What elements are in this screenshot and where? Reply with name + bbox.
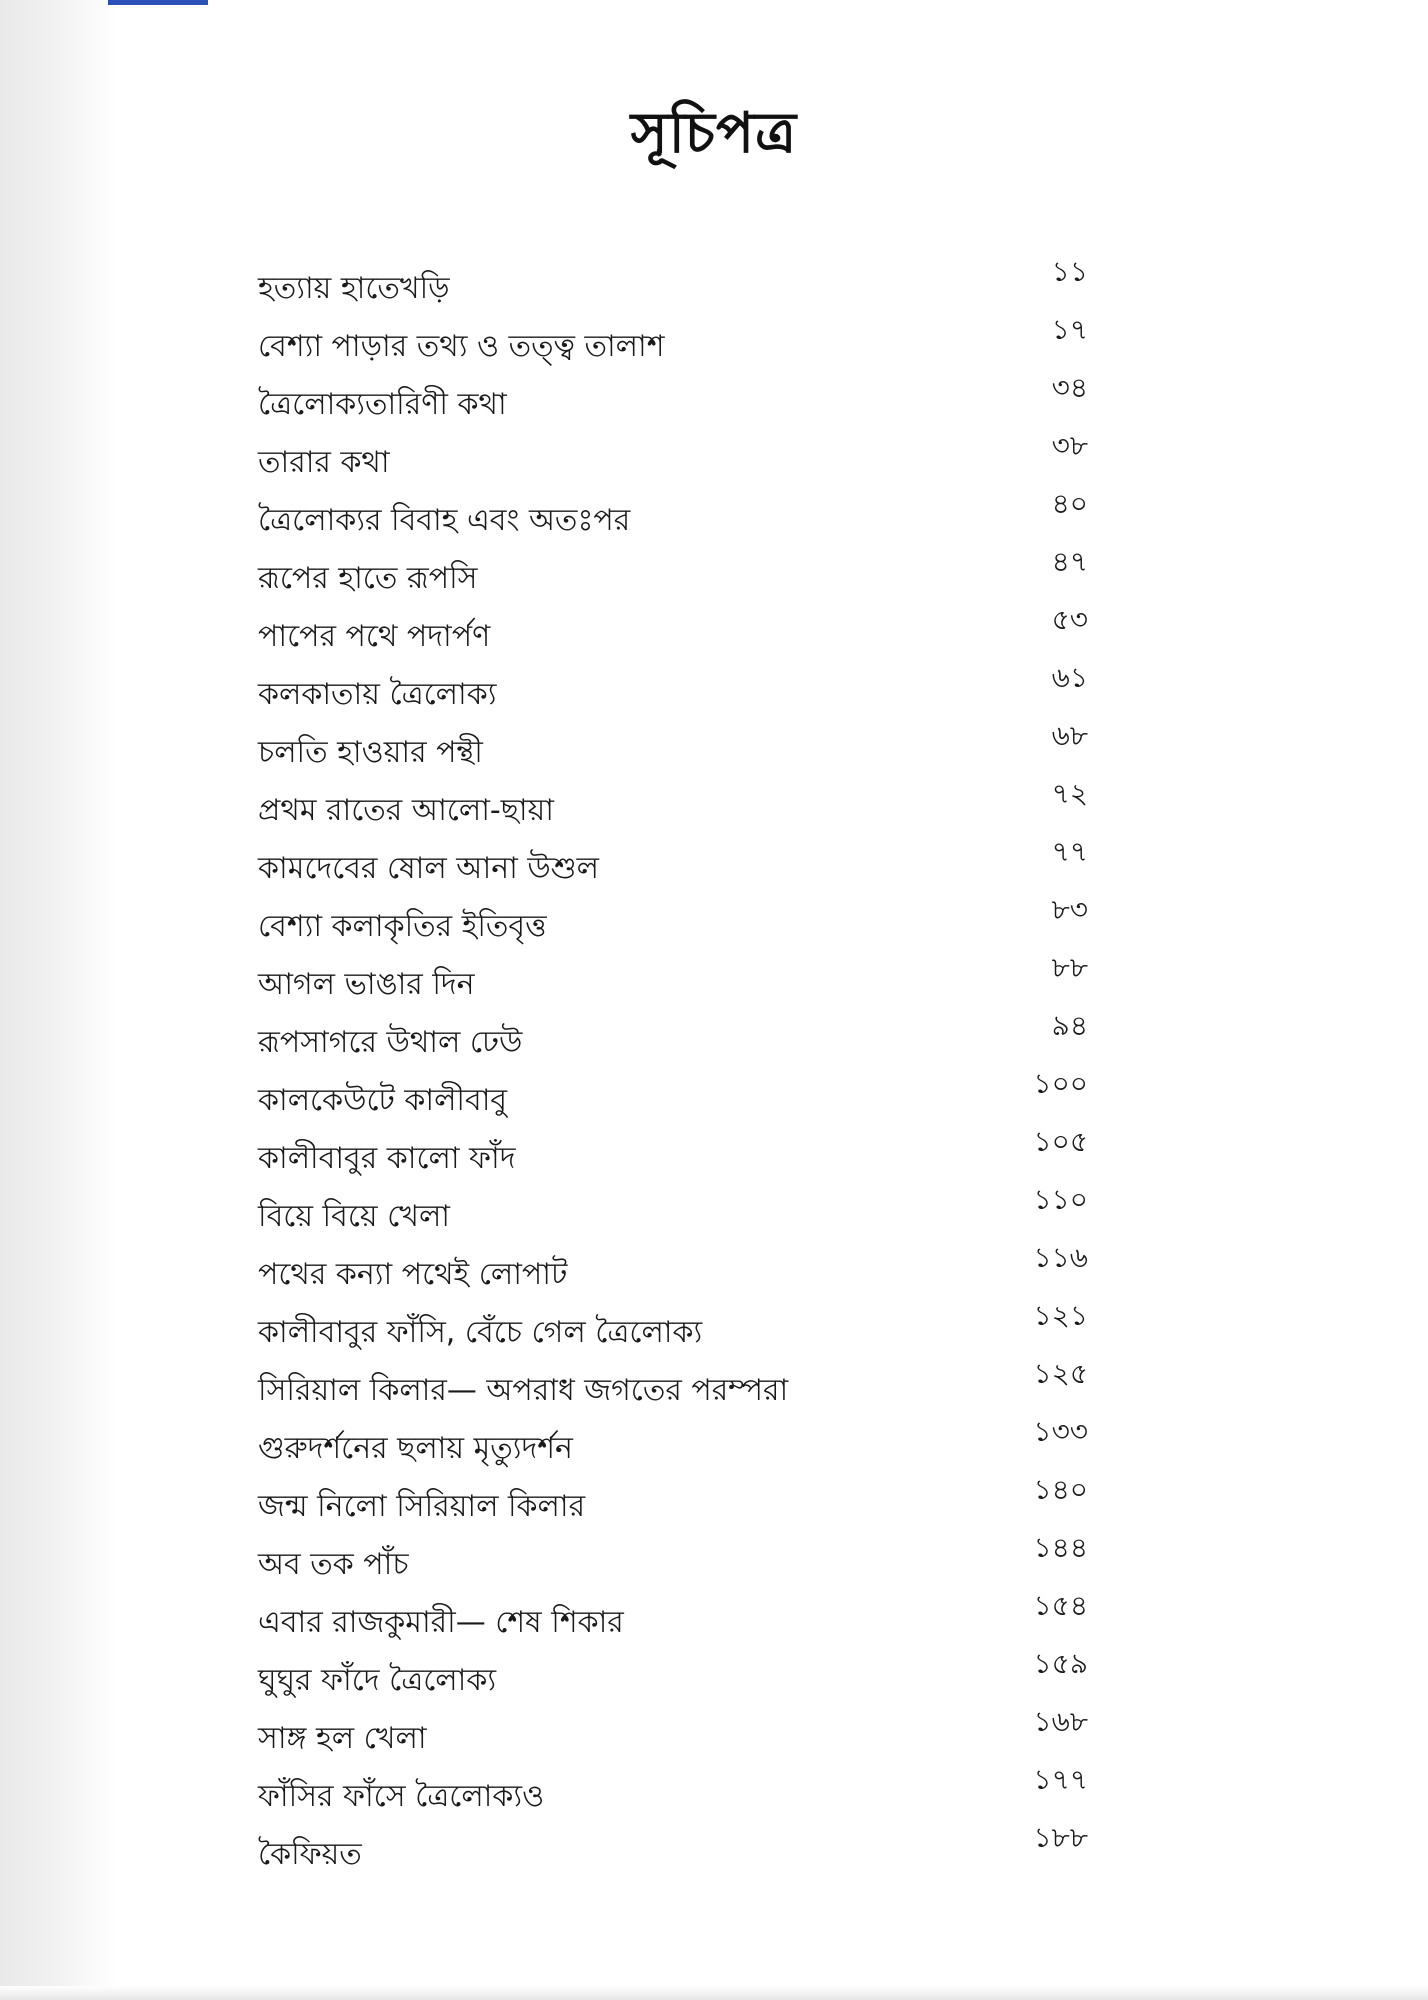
toc-entry-page-number: ১২১: [1033, 1299, 1088, 1332]
toc-entry-page-number: ১৭: [1051, 313, 1088, 346]
toc-entry: [258, 1816, 1088, 1874]
toc-entry: [258, 1642, 1088, 1700]
toc-entry-page-number: ১৪৪: [1033, 1531, 1088, 1564]
toc-entry-page-number: ৪০: [1051, 487, 1088, 520]
toc-entry-page-number: ১১: [1051, 255, 1088, 288]
toc-entry-title: জন্ম নিলো সিরিয়াল কিলার: [258, 1489, 586, 1524]
toc-entry: [258, 598, 1088, 656]
toc-entry-title: কামদেবের ষোল আনা উশুল: [258, 851, 599, 886]
scan-edge-mark: [108, 0, 208, 5]
toc-entry: [258, 1758, 1088, 1816]
page-title: সূচিপত্র: [630, 101, 798, 166]
toc-entry-title: ফাঁসির ফাঁসে ত্রৈলোক্যও: [258, 1779, 545, 1814]
toc-entry: [258, 772, 1088, 830]
toc-entry: [258, 714, 1088, 772]
toc-entry-page-number: ১০০: [1033, 1067, 1088, 1100]
toc-entry-title: ঘুঘুর ফাঁদে ত্রৈলোক্য: [258, 1663, 497, 1698]
toc-entry-title: কলকাতায় ত্রৈলোক্য: [258, 677, 497, 712]
toc-entry-title: অব তক পাঁচ: [258, 1547, 409, 1582]
toc-entry-title: তারার কথা: [258, 445, 390, 480]
toc-entry-page-number: ১৩৩: [1033, 1415, 1088, 1448]
toc-entry-title: পথের কন্যা পথেই লোপাট: [258, 1257, 568, 1292]
toc-entry-page-number: ১৮৮: [1033, 1821, 1088, 1854]
toc-entry: [258, 1236, 1088, 1294]
toc-entry: [258, 830, 1088, 888]
toc-entry-title: হত্যায় হাতেখড়ি: [258, 271, 450, 306]
toc-entry-title: আগল ভাঙার দিন: [258, 967, 475, 1002]
toc-entry-page-number: ১৫৯: [1033, 1647, 1088, 1680]
toc-entry-page-number: ৮৩: [1051, 893, 1088, 926]
toc-entry-title: কৈফিয়ত: [258, 1837, 362, 1872]
toc-entry: [258, 888, 1088, 946]
toc-entry: [258, 1352, 1088, 1410]
toc-entry-page-number: ১০৫: [1033, 1125, 1088, 1158]
toc-entry-title: বেশ্যা কলাকৃতির ইতিবৃত্ত: [258, 909, 547, 944]
toc-entry-title: পাপের পথে পদার্পণ: [258, 619, 491, 654]
toc-entry-title: গুরুদর্শনের ছলায় মৃত্যুদর্শন: [258, 1431, 573, 1466]
toc-entry-title: সাঙ্গ হল খেলা: [258, 1721, 427, 1756]
toc-entry: [258, 1468, 1088, 1526]
toc-entry-title: সিরিয়াল কিলার— অপরাধ জগতের পরম্পরা: [258, 1373, 789, 1408]
toc-entry: [258, 1294, 1088, 1352]
toc-entry-page-number: ৬১: [1051, 661, 1088, 694]
toc-entry: [258, 946, 1088, 1004]
toc-entry: [258, 308, 1088, 366]
toc-entry-page-number: ১১৬: [1033, 1241, 1088, 1274]
toc-entry: [258, 1410, 1088, 1468]
toc-entry-title: রূপের হাতে রূপসি: [258, 561, 478, 596]
toc-entry-title: বেশ্যা পাড়ার তথ্য ও তত্ত্ব তালাশ: [258, 329, 665, 364]
toc-entry: [258, 1584, 1088, 1642]
toc-entry: [258, 1178, 1088, 1236]
toc-entry-page-number: ১৭৭: [1033, 1763, 1088, 1796]
toc-entry-page-number: ৭৭: [1051, 835, 1088, 868]
toc-entry-title: কালীবাবুর ফাঁসি, বেঁচে গেল ত্রৈলোক্য: [258, 1315, 703, 1350]
toc-entry: [258, 1700, 1088, 1758]
toc-entry: [258, 1526, 1088, 1584]
toc-entry-title: ত্রৈলোক্যতারিণী কথা: [258, 387, 507, 422]
toc-entry: [258, 482, 1088, 540]
toc-entry-page-number: ১৬৮: [1033, 1705, 1088, 1738]
toc-entry-page-number: ৯৪: [1051, 1009, 1088, 1042]
toc-entry: [258, 424, 1088, 482]
toc-entry-title: ত্রৈলোক্যর বিবাহ এবং অতঃপর: [258, 503, 631, 538]
page-gutter-shadow: [0, 0, 118, 2000]
toc-entry-title: চলতি হাওয়ার পন্থী: [258, 735, 483, 770]
toc-entry-page-number: ৮৮: [1051, 951, 1088, 984]
toc-entry: [258, 1120, 1088, 1178]
toc-entry-page-number: ১৪০: [1033, 1473, 1088, 1506]
toc-entry-page-number: ৪৭: [1051, 545, 1088, 578]
toc-entry: [258, 656, 1088, 714]
toc-entry: [258, 540, 1088, 598]
toc-entry-page-number: ৬৮: [1051, 719, 1088, 752]
toc-entry-title: কালকেউটে কালীবাবু: [258, 1083, 508, 1118]
toc-entry-page-number: ১৫৪: [1033, 1589, 1088, 1622]
toc-entry-title: এবার রাজকুমারী— শেষ শিকার: [258, 1605, 624, 1640]
toc-entry-page-number: ৭২: [1051, 777, 1088, 810]
toc-entry-title: প্রথম রাতের আলো-ছায়া: [258, 793, 554, 828]
toc-entry-title: বিয়ে বিয়ে খেলা: [258, 1199, 451, 1234]
toc-entry-page-number: ৩৪: [1051, 371, 1088, 404]
toc-entry: [258, 1062, 1088, 1120]
toc-entry-title: কালীবাবুর কালো ফাঁদ: [258, 1141, 516, 1176]
page-bottom-shadow: [0, 1986, 1428, 2000]
toc-entry: [258, 1004, 1088, 1062]
toc-entry-title: রূপসাগরে উথাল ঢেউ: [258, 1025, 523, 1060]
toc-entry-page-number: ১২৫: [1033, 1357, 1088, 1390]
table-of-contents: [258, 250, 1088, 1874]
toc-entry-page-number: ৫৩: [1051, 603, 1088, 636]
toc-entry-page-number: ১১০: [1033, 1183, 1088, 1216]
toc-entry: [258, 366, 1088, 424]
toc-entry: [258, 250, 1088, 308]
toc-entry-page-number: ৩৮: [1051, 429, 1088, 462]
